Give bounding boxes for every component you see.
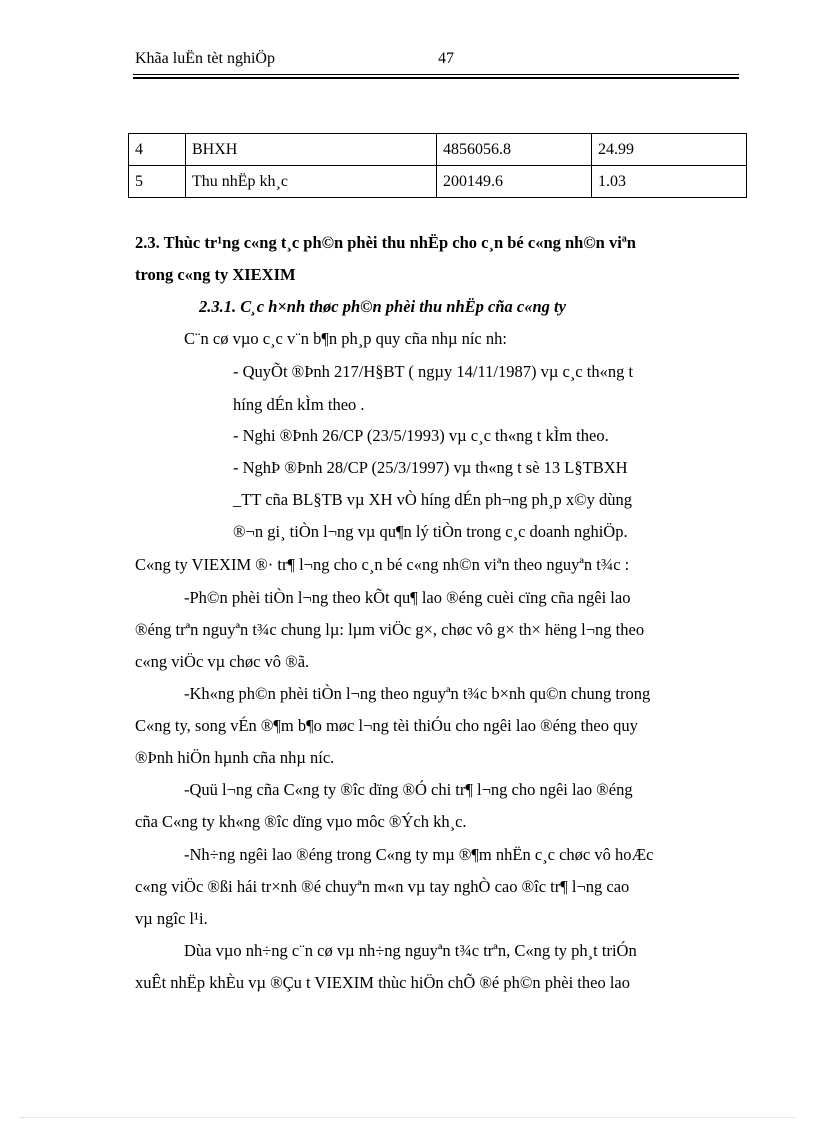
table-cell: 4856056.8 xyxy=(437,134,592,166)
table-cell: 4 xyxy=(129,134,186,166)
paragraph-line: xuÊt nhËp khÈu vµ ®Çu t VIEXIM thùc hiÖn chÕ ®é ph©n phèi theo lao xyxy=(135,973,630,992)
paragraph-line: c«ng viÖc vµ chøc vô ®ã. xyxy=(135,652,310,671)
table-cell: 200149.6 xyxy=(437,166,592,198)
table-cell: 24.99 xyxy=(592,134,747,166)
paragraph-line: ®éng trªn nguyªn t¾c chung lµ: lµm viÖc g×, chøc vô g× th× hëng l¬ng theo xyxy=(135,620,645,639)
page-bottom-border xyxy=(20,1117,796,1118)
paragraph-line: -Ph©n phèi tiÒn l¬ng theo kÕt qu¶ lao ®éng cuèi cïng cña ngêi lao xyxy=(184,588,631,607)
paragraph-line: C«ng ty, song vÉn ®¶m b¶o møc l¬ng tèi thiÓu cho ngêi lao ®éng theo quy xyxy=(135,716,638,735)
list-item: - QuyÕt ®Þnh 217/H§BT ( ngµy 14/11/1987) vµ c¸c th«ng t xyxy=(233,362,634,381)
paragraph-line: C«ng ty VIEXIM ®· tr¶ l¬ng cho c¸n bé c«ng nh©n viªn theo nguyªn t¾c : xyxy=(135,555,630,574)
paragraph-line: cña C«ng ty kh«ng ®îc dïng vµo môc ®Ých kh¸c. xyxy=(135,812,467,831)
section-heading-continued: trong c«ng ty XIEXIM xyxy=(135,265,296,284)
paragraph-line: Dùa vµo nh÷ng c¨n cø vµ nh÷ng nguyªn t¾c trªn, C«ng ty ph¸t triÓn xyxy=(184,941,637,960)
income-table xyxy=(128,133,747,198)
page-header xyxy=(135,50,738,72)
list-item: - Nghi ®Þnh 26/CP (23/5/1993) vµ c¸c th«ng t kÌm theo. xyxy=(233,426,609,445)
document-title: Khãa luËn tèt nghiÖp xyxy=(135,50,275,67)
paragraph-line: _TT cña BL§TB vµ XH vÒ híng dÉn ph¬ng ph¸p x©y dùng xyxy=(233,490,633,509)
paragraph-line: vµ ngîc l¹i. xyxy=(135,909,208,928)
table-cell: BHXH xyxy=(186,134,437,166)
paragraph-line: c«ng viÖc ®ßi hái tr×nh ®é chuyªn m«n vµ tay nghÒ cao ®îc tr¶ l¬ng cao xyxy=(135,877,630,896)
table-row xyxy=(129,166,747,198)
header-rule-thin xyxy=(133,74,739,75)
list-item: - NghÞ ®Þnh 28/CP (25/3/1997) vµ th«ng t sè 13 L§TBXH xyxy=(233,458,628,477)
section-heading: 2.3. Thùc tr¹ng c«ng t¸c ph©n phèi thu nhËp cho c¸n bé c«ng nh©n viªn xyxy=(135,233,636,252)
paragraph-line: híng dÉn kÌm theo . xyxy=(233,395,365,414)
page-number: 47 xyxy=(438,50,454,67)
table-cell: Thu nhËp kh¸c xyxy=(186,166,437,198)
header-rule-thick xyxy=(133,77,739,79)
table-cell: 1.03 xyxy=(592,166,747,198)
paragraph-line: -Quü l¬ng cña C«ng ty ®îc dïng ®Ó chi tr¶ l¬ng cho ngêi lao ®éng xyxy=(184,780,633,799)
paragraph-line: -Nh÷ng ngêi lao ®éng trong C«ng ty mµ ®¶m nhËn c¸c chøc vô hoÆc xyxy=(184,845,654,864)
paragraph-line: -Kh«ng ph©n phèi tiÒn l¬ng theo nguyªn t¾c b×nh qu©n chung trong xyxy=(184,684,651,703)
paragraph-line: ®Þnh hiÖn hµnh cña nhµ níc. xyxy=(135,748,335,767)
subsection-heading: 2.3.1. C¸c h×nh thøc ph©n phèi thu nhËp cña c«ng ty xyxy=(199,297,566,316)
paragraph-line: C¨n cø vµo c¸c v¨n b¶n ph¸p quy cña nhµ níc nh: xyxy=(184,329,507,348)
table-row xyxy=(129,134,747,166)
table-cell: 5 xyxy=(129,166,186,198)
paragraph-line: ®¬n gi¸ tiÒn l¬ng vµ qu¶n lý tiÒn trong c¸c doanh nghiÖp. xyxy=(233,522,628,541)
